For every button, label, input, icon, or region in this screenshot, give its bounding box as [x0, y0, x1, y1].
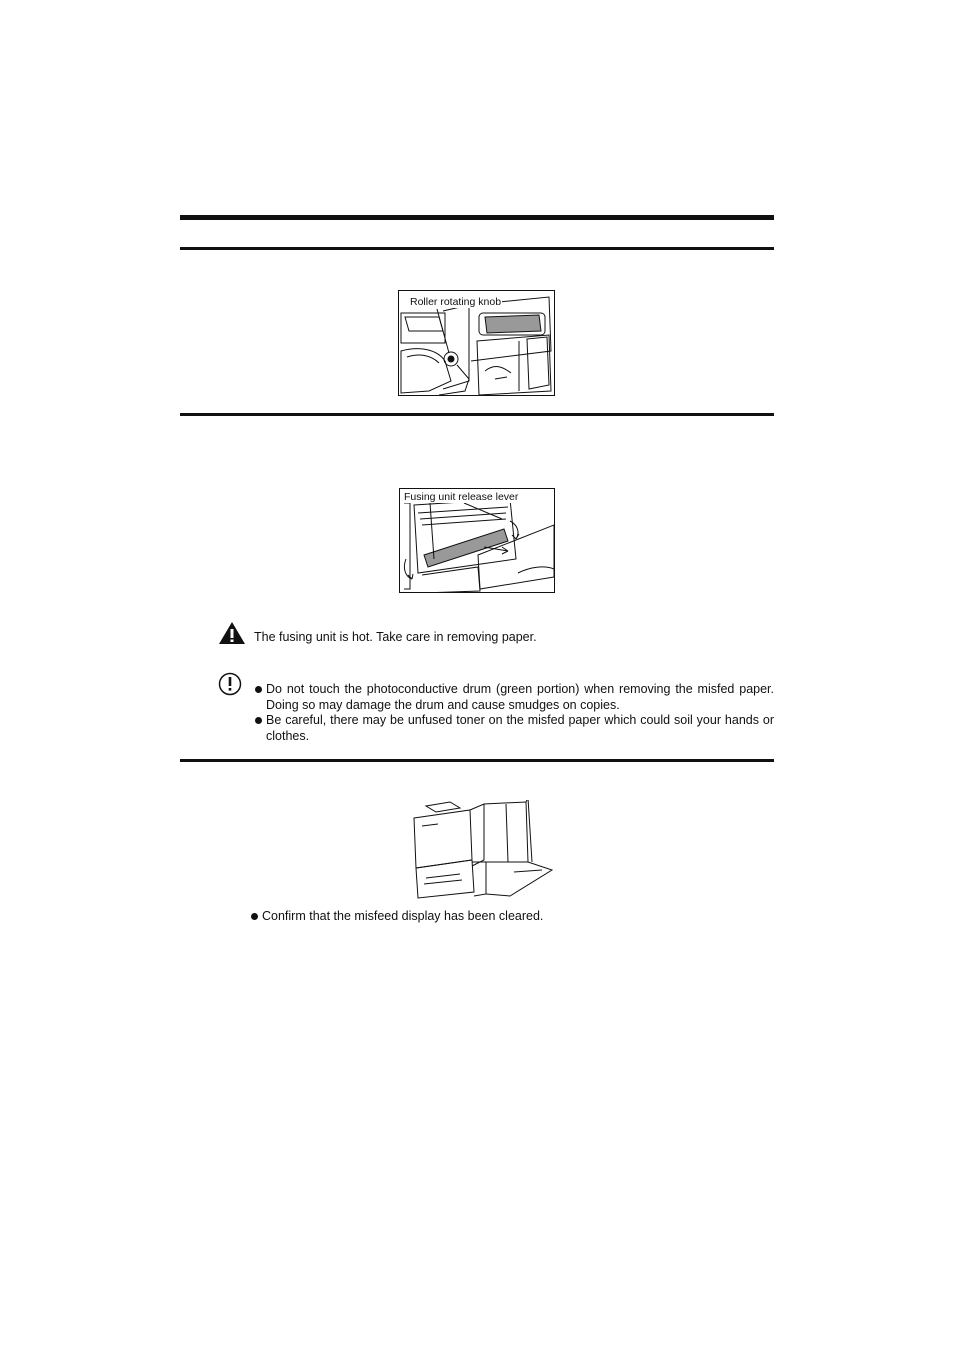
roller-knob-label: Roller rotating knob — [410, 296, 502, 308]
bullet-dot — [255, 686, 262, 693]
section-rule-1 — [180, 247, 774, 250]
copier-side-cover-drawing — [410, 800, 560, 904]
fusing-unit-illustration — [399, 488, 555, 593]
top-heavy-rule — [180, 215, 774, 220]
caution-text: Do not touch the photoconductive drum (green portion) when removing the misfed paper. Doing so may damage the drum and cause smudges on copies. — [266, 682, 774, 712]
section-rule-3 — [180, 759, 774, 762]
confirm-text: Confirm that the misfeed display has been cleared. — [262, 909, 544, 923]
caution-circle-icon — [218, 672, 242, 696]
warning-text: The fusing unit is hot. Take care in removing paper. — [254, 630, 537, 644]
caution-item — [255, 712, 774, 744]
warning-triangle-icon — [218, 621, 246, 645]
section-rule-2 — [180, 413, 774, 416]
caution-text: Be careful, there may be unfused toner on the misfed paper which could soil your hands or clothes. — [266, 713, 774, 743]
caution-item — [255, 681, 774, 713]
roller-knob-illustration — [398, 290, 555, 396]
bullet-dot — [255, 717, 262, 724]
confirm-item — [251, 908, 543, 924]
bullet-dot — [251, 913, 258, 920]
fusing-unit-drawing — [400, 489, 555, 593]
fusing-lever-label: Fusing unit release lever — [404, 491, 519, 503]
